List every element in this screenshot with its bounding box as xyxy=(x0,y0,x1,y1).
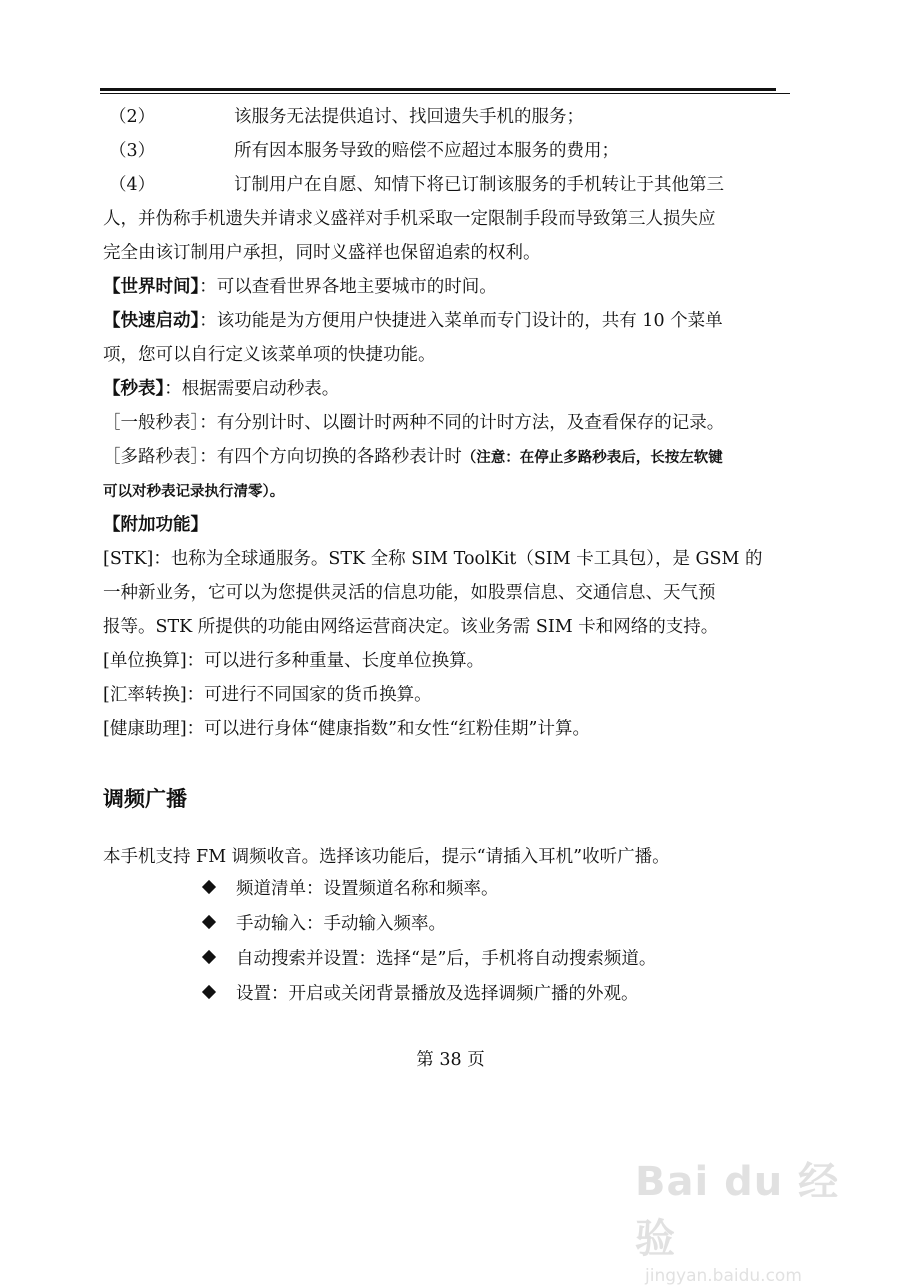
multi-stopwatch-note: （注意：在停止多路秒表后，长按左软键 xyxy=(461,450,723,466)
diamond-bullet-icon xyxy=(202,985,216,999)
list-text: 所有因本服务导致的赔偿不应超过本服务的费用； xyxy=(234,141,619,161)
health-assistant-line: [健康助理]：可以进行身体“健康指数”和女性“红粉佳期”计算。 xyxy=(103,719,590,739)
list-text: 订制用户在自愿、知情下将已订制该服务的手机转让于其他第三 xyxy=(234,175,724,195)
stopwatch-text: ：根据需要启动秒表。 xyxy=(164,379,340,399)
stk-line: 报等。STK 所提供的功能由网络运营商决定。该业务需 SIM 卡和网络的支持。 xyxy=(103,617,719,637)
quick-start-paragraph xyxy=(103,304,793,338)
bullet-text: 自动搜索并设置：选择“是”后，手机将自动搜索频道。 xyxy=(236,949,657,969)
list-number: （3） xyxy=(109,141,156,161)
general-stopwatch-line: ［一般秒表］：有分别计时、以圈计时两种不同的计时方法，及查看保存的记录。 xyxy=(103,413,725,433)
world-time-text: ：可以查看世界各地主要城市的时间。 xyxy=(199,277,497,297)
list-number: （2） xyxy=(109,107,156,127)
diamond-bullet-icon xyxy=(202,880,216,894)
watermark-logo: Bai du 经验 xyxy=(635,1159,840,1262)
header-rule-thick xyxy=(100,88,776,91)
bullet-text: 设置：开启或关闭背景播放及选择调频广播的外观。 xyxy=(236,984,639,1004)
list-item-continuation: 完全由该订制用户承担，同时义盛祥也保留追索的权利。 xyxy=(103,243,541,263)
world-time-paragraph xyxy=(103,270,793,304)
stk-line: 一种新业务，它可以为您提供灵活的信息功能，如股票信息、交通信息、天气预 xyxy=(103,583,716,603)
page-number: 第 38 页 xyxy=(416,1050,485,1070)
list-text: 该服务无法提供追讨、找回遗失手机的服务； xyxy=(234,107,584,127)
multi-stopwatch-text: ［多路秒表］：有四个方向切换的各路秒表计时 xyxy=(103,447,462,467)
diamond-bullet-icon xyxy=(202,950,216,964)
multi-stopwatch-line xyxy=(103,440,793,474)
multi-stopwatch-note-end: 可以对秒表记录执行清零）。 xyxy=(103,484,285,500)
list-item xyxy=(103,100,793,134)
bullet-text: 频道清单：设置频道名称和频率。 xyxy=(236,879,499,899)
watermark-url: jingyan.baidu.com xyxy=(645,1266,802,1286)
list-number: （4） xyxy=(109,175,156,195)
list-item xyxy=(200,872,656,907)
fm-bullet-list xyxy=(200,872,656,1012)
header-rule-thin xyxy=(100,93,790,94)
quick-start-continuation: 项，您可以自行定义该菜单项的快捷功能。 xyxy=(103,345,436,365)
list-item-continuation: 人，并伪称手机遗失并请求义盛祥对手机采取一定限制手段而导致第三人损失应 xyxy=(103,209,716,229)
extras-heading: 【附加功能】 xyxy=(103,515,208,535)
quick-start-text: ：该功能是为方便用户快捷进入菜单而专门设计的，共有 10 个菜单 xyxy=(199,311,723,331)
bullet-text: 手动输入：手动输入频率。 xyxy=(236,914,446,934)
list-item xyxy=(200,942,656,977)
stopwatch-label: 【秒表】 xyxy=(103,379,165,399)
stk-line: [STK]：也称为全球通服务。STK 全称 SIM ToolKit（SIM 卡工具包），是 GSM 的 xyxy=(103,549,763,569)
multi-stopwatch-note-continuation xyxy=(103,474,793,508)
fm-section-heading: 调频广播 xyxy=(103,787,187,811)
currency-conversion-line: [汇率转换]：可进行不同国家的货币换算。 xyxy=(103,685,432,705)
stopwatch-paragraph xyxy=(103,372,793,406)
body-text xyxy=(103,100,793,746)
list-item xyxy=(103,168,793,202)
quick-start-label: 【快速启动】 xyxy=(103,311,200,331)
baidu-watermark xyxy=(635,1150,855,1286)
list-item xyxy=(200,907,656,942)
list-item xyxy=(200,977,656,1012)
list-item xyxy=(103,134,793,168)
diamond-bullet-icon xyxy=(202,915,216,929)
world-time-label: 【世界时间】 xyxy=(103,277,200,297)
fm-intro: 本手机支持 FM 调频收音。选择该功能后，提示“请插入耳机”收听广播。 xyxy=(103,847,670,867)
unit-conversion-line: [单位换算]：可以进行多种重量、长度单位换算。 xyxy=(103,651,485,671)
